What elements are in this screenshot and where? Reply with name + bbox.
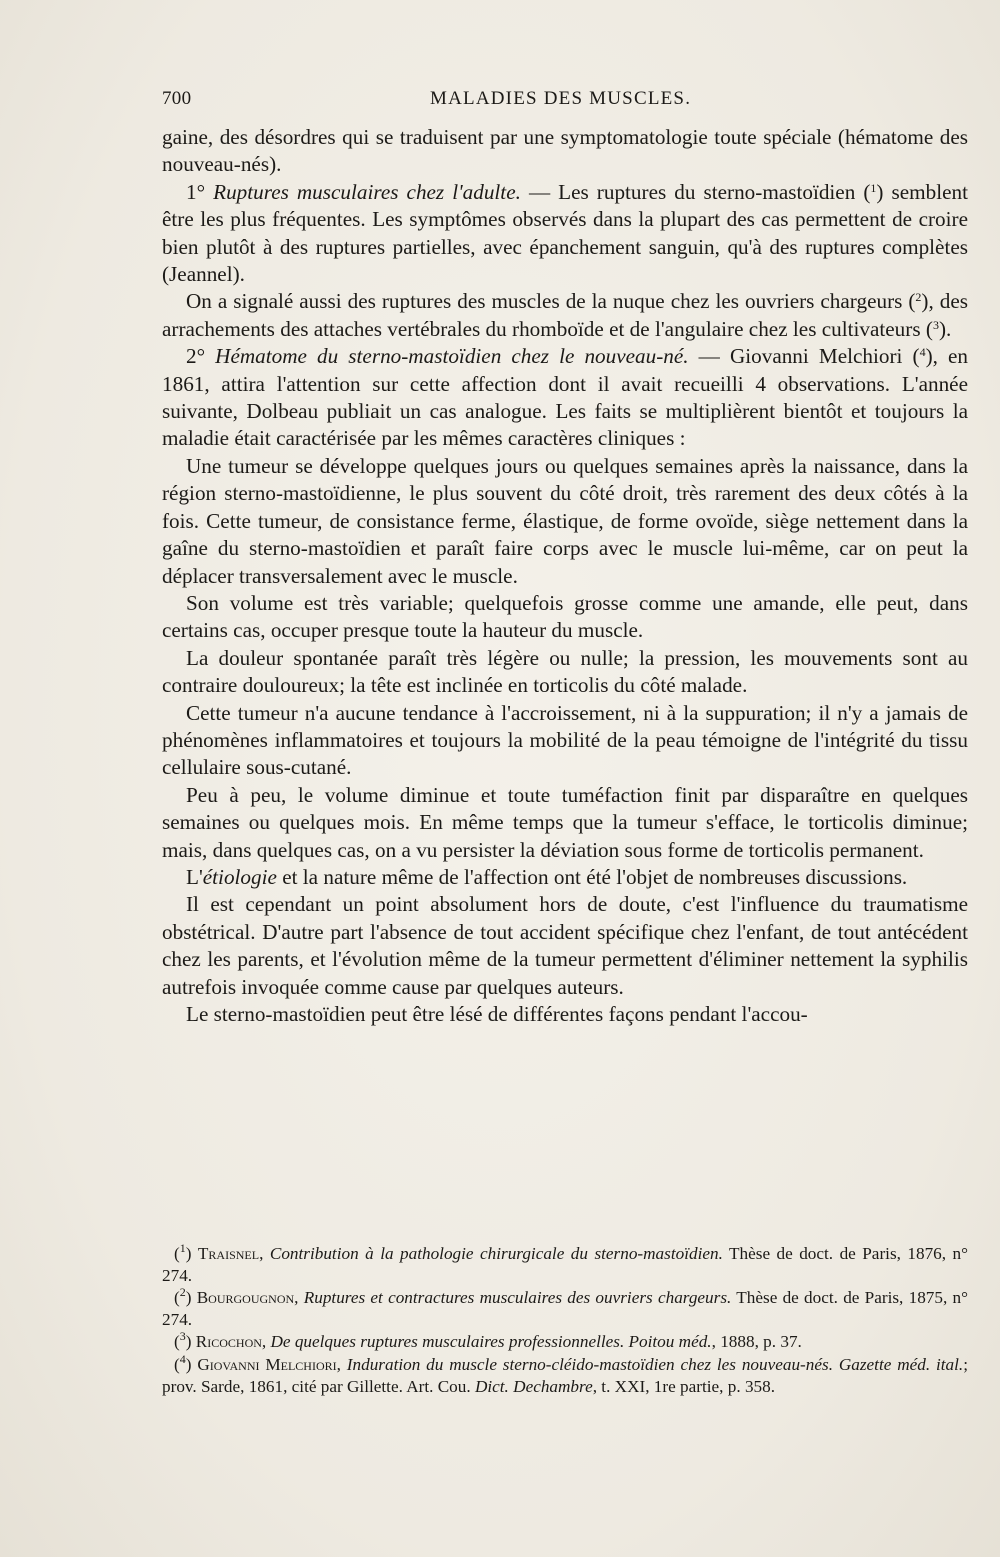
- footnote-4: ($^4$) Giovanni Melchiori, Induration du muscle sterno-cléido-mastoïdien chez les nouveau-nés. Gazette méd. ital.; prov. Sarde, 1861, cité par Gillette. Art. Cou. Dict. Dechambre, t. XXI, 1re partie, p. 358.: [162, 1351, 968, 1396]
- footnote-3: ($^3$) Ricochon, De quelques ruptures musculaires professionnelles. Poitou méd., 1888, p. 37.: [174, 1329, 802, 1352]
- paragraph-6: Son volume est très variable; quelquefois grosse comme une amande, elle peut, dans certains cas, occuper presque toute la hauteur du muscle.: [162, 590, 968, 643]
- paragraph-3: On a signalé aussi des ruptures des muscles de la nuque chez les ouvriers chargeurs ($^2$), des arrachements des attaches vertébrales du rhomboïde et de l'angulaire chez les cultivateurs ($^3$).: [162, 289, 968, 341]
- paragraph-5: Une tumeur se développe quelques jours ou quelques semaines après la naissance, dans la région sterno-mastoïdienne, le plus souvent du côté droit, très rarement des deux côtés à la fois. Cette tumeur, de consistance ferme, élastique, de forme ovoïde, siège nettement dans la gaîne du sterno-mastoïdien et paraît faire corps avec le muscle lui-même, car on peut la déplacer transversalement avec le muscle.: [162, 453, 968, 588]
- paragraph-1: gaine, des désordres qui se traduisent par une symptomatologie toute spéciale (hématome des nouveau-nés).: [162, 125, 968, 177]
- paragraph-8: Cette tumeur n'a aucune tendance à l'accroissement, ni à la suppuration; il n'y a jamais de phénomènes inflammatoires et toujours la mobilité de la peau témoigne de l'intégrité du tissu cellulaire sous-cutané.: [162, 700, 968, 780]
- footnote-2: ($^2$) Bourgougnon, Ruptures et contractures musculaires des ouvriers chargeurs. Thèse de doct. de Paris, 1875, n° 274.: [162, 1285, 969, 1329]
- footnote-ref: 3: [932, 317, 939, 332]
- footnote-ref: 2: [915, 290, 922, 305]
- page-number: 700: [162, 88, 192, 109]
- paragraph-7: La douleur spontanée paraît très légère ou nulle; la pression, les mouvements sont au contraire douloureux; la tête est inclinée en torticolis du côté malade.: [162, 645, 968, 698]
- section-title-hematome: Hématome du sterno-mastoïdien chez le nouveau-né.: [215, 344, 689, 369]
- footnote-ref: 4: [919, 345, 926, 360]
- paragraph-9: Peu à peu, le volume diminue et toute tuméfaction finit par disparaître en quelques semaines ou quelques mois. En même temps que la tumeur s'efface, le torticolis diminue; mais, dans quelques cas, on a vu persister la déviation sous forme de torticolis permanent.: [162, 782, 968, 862]
- section-title-ruptures: Ruptures musculaires chez l'adulte.: [213, 179, 521, 204]
- main-text: [162, 124, 968, 1028]
- paragraph-10: L'étiologie et la nature même de l'affection ont été l'objet de nombreuses discussions.: [186, 864, 908, 889]
- paragraph-11: Il est cependant un point absolument hors de doute, c'est l'influence du traumatisme obstétrical. D'autre part l'absence de tout accident spécifique chez l'enfant, de tout antécédent chez les parents, et l'évolution même de la tumeur permettent d'éliminer nettement la syphilis autrefois invoquée comme cause par quelques auteurs.: [162, 892, 968, 999]
- page-header: [162, 88, 968, 114]
- footnote-ref: 1: [870, 180, 877, 195]
- footnote-1: ($^1$) Traisnel, Contribution à la pathologie chirurgicale du sterno-mastoïdien. Thèse de doct. de Paris, 1876, n° 274.: [162, 1241, 968, 1285]
- paragraph-12: Le sterno-mastoïdien peut être lésé de différentes façons pendant l'accou-: [186, 1002, 808, 1026]
- paragraph-2: 1° Ruptures musculaires chez l'adulte. — Les ruptures du sterno-mastoïdien ($^1$) semblent être les plus fréquentes. Les symptômes observés dans la plupart des cas permettent de croire bien plutôt à des ruptures partielles, avec épanchement sanguin, qu'à des ruptures complètes (Jeannel).: [162, 179, 968, 287]
- footnotes: [162, 1243, 968, 1398]
- paragraph-4: 2° Hématome du sterno-mastoïdien chez le nouveau-né. — Giovanni Melchiori ($^4$), en 1861, attira l'attention sur cette affection dont il avait recueilli 4 observations. L'année suivante, Dolbeau publiait un cas analogue. Les faits se multiplièrent bientôt et toujours la maladie était caractérisée par les mêmes caractères cliniques :: [162, 344, 968, 451]
- running-title: MALADIES DES MUSCLES.: [430, 88, 692, 109]
